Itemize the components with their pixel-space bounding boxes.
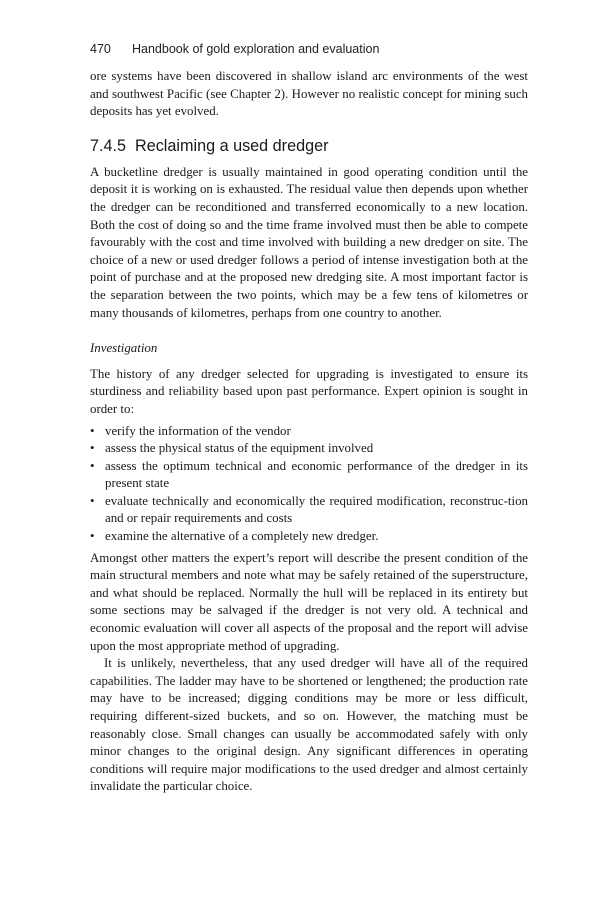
bullet-icon: • (90, 529, 95, 544)
running-header (90, 40, 528, 66)
bullet-icon: • (90, 441, 95, 456)
paragraph-expert-report: Amongst other matters the expert’s report will describe the present condition of the main structural members and note what may be safely retained of the superstructure, and what should be replaced. Normally the hull will be replaced in its entirety but some sections may be salvaged if the dredger is not very old. A technical and economic evaluation will cover all aspects of the proposal and the report will advise upon the most appropriate method of upgrading. (90, 550, 528, 653)
list-item-text: verify the information of the vendor (105, 423, 291, 438)
subheading-investigation: Investigation (90, 341, 158, 356)
list-item-text: assess the physical status of the equipment involved (105, 441, 374, 456)
paragraph-continued: ore systems have been discovered in shallow island arc environments of the west and southwest Pacific (see Chapter 2). However no realistic concept for mining such deposits has yet evolved. (90, 69, 528, 119)
section-number: 7.4.5 (90, 136, 127, 155)
page-number: 470 (90, 42, 111, 56)
book-title: Handbook of gold exploration and evaluation (132, 42, 380, 56)
paragraph-history: The history of any dredger selected for upgrading is investigated to ensure its sturdiness and reliability based upon past performance. Expert opinion is sought in order to: (90, 366, 528, 416)
bullet-icon: • (90, 458, 95, 473)
bullet-icon: • (90, 423, 95, 438)
section-heading (90, 136, 528, 156)
list-item (90, 493, 528, 528)
book-page (90, 40, 528, 796)
bullet-icon: • (90, 493, 95, 508)
list-item (90, 458, 528, 493)
list-item-text: assess the optimum technical and economic performance of the dredger in its present state (105, 458, 528, 491)
section-title: Reclaiming a used dredger (135, 136, 329, 155)
list-item-text: evaluate technically and economically the required modification, reconstruc-tion and or repair requirements and costs (105, 493, 528, 526)
list-item (90, 528, 528, 546)
list-item (90, 423, 528, 441)
list-item-text: examine the alternative of a completely new dredger. (105, 529, 379, 544)
paragraph-dredger-maintenance: A bucketline dredger is usually maintained in good operating condition until the deposit it is working on is exhausted. The residual value then depends upon whether the dredger can be reconditioned and transferred economically to a new location. Both the cost of doing so and the time frame involved must then be able to compete favourably with the cost and time involved with building a new dredger on site. The choice of a new or used dredger follows a period of intense investigation both at the point of purchase and at the proposed new dredging site. A most important factor is the separation between the two points, which may be a few tens of kilometres or many thousands of kilometres, perhaps from one country to another. (90, 164, 528, 320)
bullet-list (90, 423, 528, 546)
list-item (90, 440, 528, 458)
paragraph-capabilities: It is unlikely, nevertheless, that any used dredger will have all of the required capabilities. The ladder may have to be shortened or lengthened; the production rate may have to be increased; digging conditions may be more or less difficult, requiring different-sized buckets, and so on. However, the matching must be reasonably close. Small changes can usually be accommodated safely with only minor changes to the original design. Any significant differences in operating conditions will require major modifications to the used dredger and almost certainly invalidate the particular choice. (90, 656, 528, 794)
